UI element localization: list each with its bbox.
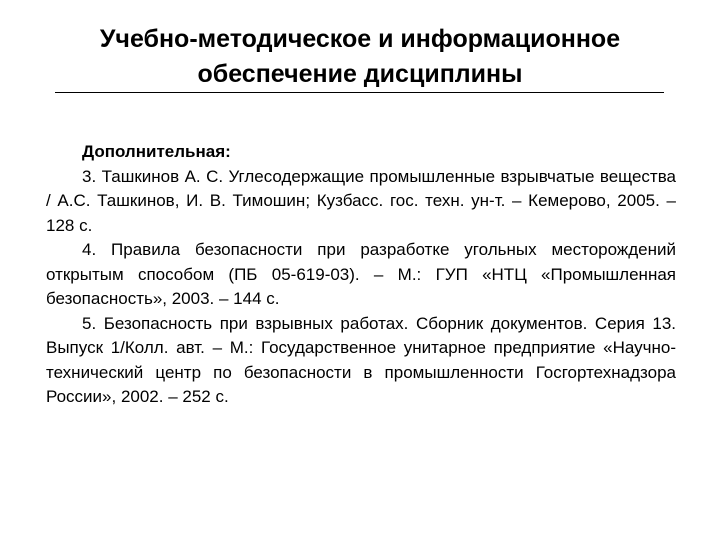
title-divider (55, 92, 664, 93)
slide-title-line-1: Учебно-методическое и информационное (99, 25, 621, 53)
reference-item-4: 4. Правила безопасности при разработке угольных месторождений открытым способом (ПБ 05-619-03). – М.: ГУП «НТЦ «Промышленная безопасность», 2003. – 144 с. (46, 240, 676, 308)
reference-item-3: 3. Ташкинов А. С. Углесодержащие промышленные взрывчатые вещества / А.С. Ташкинов, И. В. Тимошин; Кузбасс. гос. техн. ун-т. – Кемерово, 2005. – 128 с. (46, 166, 676, 235)
slide-title-line-2: обеспечение дисциплины (197, 60, 523, 88)
reference-item-5: 5. Безопасность при взрывных работах. Сборник документов. Серия 13. Выпуск 1/Колл. авт. – М.: Государственное унитарное предприятие «Научно-технический центр по безопасности в промышленности Госгортехнадзора России», 2002. – 252 с. (46, 313, 676, 406)
slide-title (40, 22, 680, 92)
section-label-additional: Дополнительная: (82, 142, 231, 161)
reference-list (46, 140, 676, 410)
